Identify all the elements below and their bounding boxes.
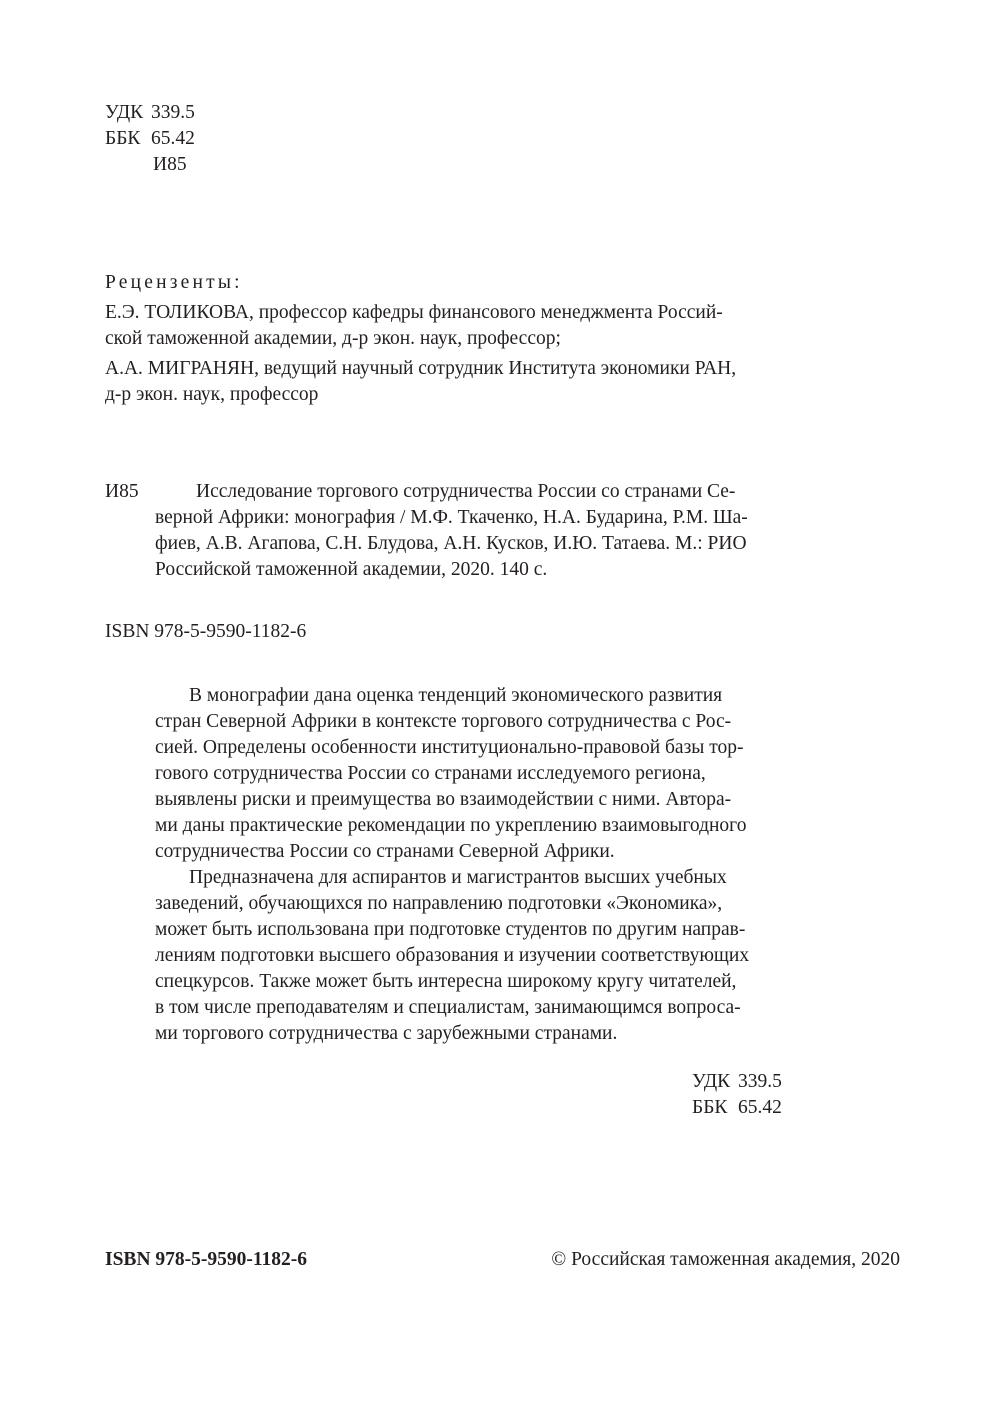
abstract-line: В монографии дана оценка тенденций экономического развития [189, 685, 723, 706]
bibliography-line: фиев, А.В. Агапова, С.Н. Блудова, А.Н. Кусков, И.Ю. Татаева. М.: РИО [155, 533, 747, 554]
abstract-line: ми даны практические рекомендации по укреплению взаимовыгодного [155, 815, 747, 836]
bibliography-line: верной Африки: монография / М.Ф. Ткаченко, Н.А. Бударина, Р.М. Ша- [155, 507, 748, 528]
bibliography-line: Российской таможенной академии, 2020. 140 с. [155, 559, 548, 580]
bbk-bottom-value: 65.42 [738, 1097, 782, 1118]
bbk-bottom [692, 1095, 782, 1121]
abstract-line: может быть использована при подготовке студентов по другим направ- [155, 919, 746, 940]
bbk-bottom-label: ББК [692, 1097, 728, 1118]
udk-bottom-value: 339.5 [738, 1071, 782, 1092]
reviewer-1-line-1: Е.Э. ТОЛИКОВА, профессор кафедры финансового менеджмента Россий- [105, 302, 723, 323]
abstract-line: гового сотрудничества России со странами исследуемого региона, [155, 763, 706, 784]
reviewer-2-line-1: А.А. МИГРАНЯН, ведущий научный сотрудник Института экономики РАН, [105, 358, 737, 379]
udk-top [105, 100, 195, 126]
udk-bottom-label: УДК [692, 1071, 731, 1092]
reviewer-1-line-2: ской таможенной академии, д-р экон. наук, профессор; [105, 328, 561, 349]
footer-isbn: ISBN 978-5-9590-1182-6 [105, 1249, 308, 1270]
abstract-line: лениям подготовки высшего образования и изучении соответствующих [155, 945, 750, 966]
abstract-line: сией. Определены особенности институционально-правовой базы тор- [155, 737, 744, 758]
udk-bottom [692, 1069, 782, 1095]
abstract-line: в том числе преподавателям и специалистам, занимающимся вопроса- [155, 997, 741, 1018]
bibliography-mark: И85 [105, 481, 139, 502]
bbk-top-label: ББК [105, 128, 141, 149]
abstract-line: стран Северной Африки в контексте торгового сотрудничества с Рос- [155, 711, 732, 732]
reviewer-2-line-2: д-р экон. наук, профессор [105, 384, 319, 405]
abstract-line: Предназначена для аспирантов и магистрантов высших учебных [189, 867, 727, 888]
reviewers-heading: Рецензенты: [105, 272, 243, 293]
footer-copyright: © Российская таможенная академия, 2020 [551, 1249, 900, 1270]
abstract-line: спецкурсов. Также может быть интересна широкому кругу читателей, [155, 971, 737, 992]
bbk-top [105, 126, 195, 152]
abstract-line: выявлены риски и преимущества во взаимодействии с ними. Автора- [155, 789, 732, 810]
abstract-line: ми торгового сотрудничества с зарубежными странами. [155, 1023, 618, 1044]
author-mark-top: И85 [153, 154, 187, 175]
isbn-line: ISBN 978-5-9590-1182-6 [105, 621, 307, 642]
bbk-top-value: 65.42 [151, 128, 195, 149]
udk-top-label: УДК [105, 102, 144, 123]
abstract-line: сотрудничества России со странами Северной Африки. [155, 841, 615, 862]
udk-top-value: 339.5 [151, 102, 195, 123]
bibliography-line: Исследование торгового сотрудничества России со странами Се- [196, 481, 736, 502]
abstract-line: заведений, обучающихся по направлению подготовки «Экономика», [155, 893, 723, 914]
